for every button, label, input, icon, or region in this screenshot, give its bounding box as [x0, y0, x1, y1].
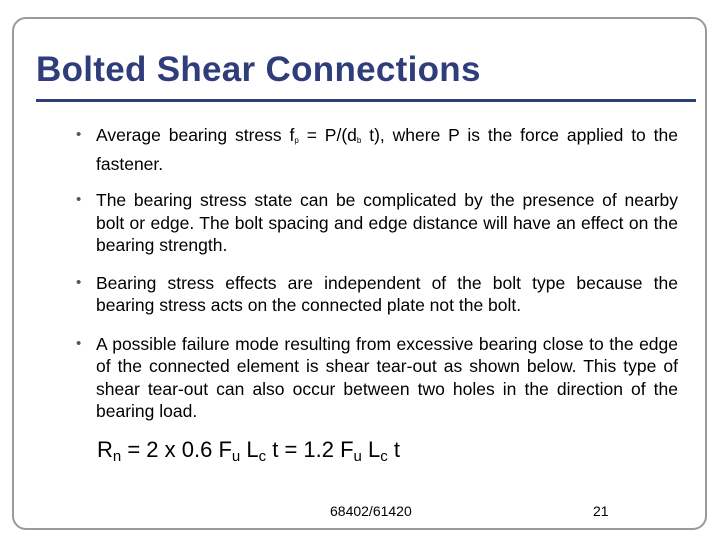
subscript-b: b — [356, 136, 362, 145]
title-underline — [36, 99, 696, 102]
bullet-text: A possible failure mode resulting from excessive bearing close to the edge of the connected element is shear tear-out as shown below. This type of shear tear-out can also occur between two holes in the direction of the bearing load. — [96, 333, 678, 421]
page-number: 21 — [593, 503, 609, 519]
bullet-icon: • — [76, 334, 82, 352]
bullet-item — [76, 272, 678, 317]
formula — [97, 437, 400, 465]
bullet-icon: • — [76, 273, 82, 291]
bullet-item — [76, 124, 678, 175]
bullet-text: Bearing stress effects are independent of the bolt type because the bearing stress acts on the connected plate not the bolt. — [96, 272, 678, 315]
bullet-text-pre: Average bearing stress f — [96, 125, 295, 145]
formula-part: = 2 x 0.6 F — [121, 437, 232, 462]
bullet-item — [76, 333, 678, 423]
formula-part: t — [387, 437, 400, 462]
bullet-icon: • — [76, 191, 82, 208]
bullet-list — [76, 124, 678, 437]
formula-sub: u — [353, 448, 362, 465]
formula-part: R — [97, 437, 113, 462]
bullet-text: The bearing stress state can be complicated by the presence of nearby bolt or edge. The bolt spacing and edge distance will have an effect on the bearing strength. — [96, 190, 678, 255]
slide-title: Bolted Shear Connections — [36, 50, 481, 89]
footer-course-code: 68402/61420 — [330, 503, 412, 519]
formula-part: L — [361, 437, 381, 462]
bullet-text-post: t), where P is the force applied to the fastener. — [96, 125, 678, 174]
formula-sub: u — [231, 448, 241, 465]
subscript-p: p — [294, 136, 299, 145]
bullet-text-mid: = P/(d — [298, 125, 357, 145]
formula-part: L — [240, 437, 259, 462]
bullet-icon: • — [76, 126, 82, 143]
formula-part: t = 1.2 F — [266, 437, 354, 462]
formula-sub: c — [258, 448, 267, 465]
formula-sub: c — [380, 448, 388, 465]
bullet-item — [76, 189, 678, 257]
formula-sub: n — [112, 448, 122, 465]
